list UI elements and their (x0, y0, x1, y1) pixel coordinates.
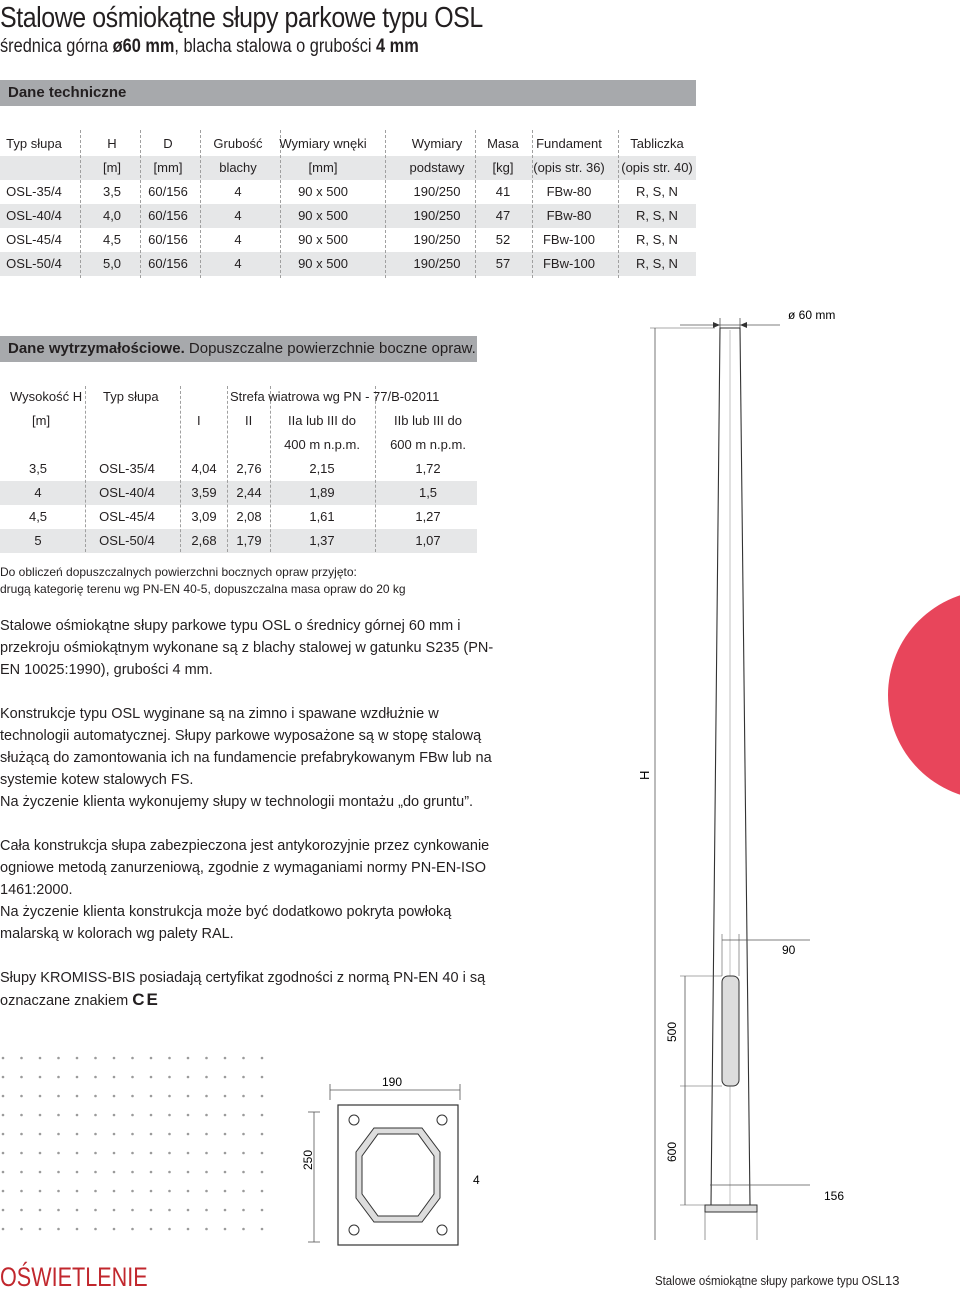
tech-subheader-cell: [kg] (492, 160, 514, 175)
grid-dot (131, 1114, 134, 1117)
strength-table-cell: OSL-40/4 (99, 485, 155, 500)
grid-dot (113, 1152, 116, 1155)
grid-dot (205, 1152, 208, 1155)
grid-dot (131, 1133, 134, 1136)
grid-dot (168, 1057, 171, 1060)
grid-dot (205, 1190, 208, 1193)
strength-bar-bold: Dane wytrzymałościowe. (8, 340, 185, 357)
grid-dot (57, 1228, 60, 1231)
grid-dot (2, 1057, 5, 1060)
tech-table-cell: 90 x 500 (298, 208, 348, 223)
grid-dot (57, 1057, 60, 1060)
grid-dot (187, 1057, 190, 1060)
strength-table-cell: 2,15 (309, 461, 335, 476)
grid-dot (76, 1190, 79, 1193)
strength-table-cell: 3,09 (191, 509, 217, 524)
grid-dot (168, 1133, 171, 1136)
dim-600-label: 600 (665, 1141, 679, 1162)
tech-table-cell: R, S, N (636, 256, 678, 271)
tech-table-cell: FBw-100 (542, 256, 596, 271)
tech-data-header-bar (0, 80, 696, 106)
grid-dot (2, 1114, 5, 1117)
grid-dot (2, 1152, 5, 1155)
grid-dot (261, 1228, 264, 1231)
grid-dot (168, 1190, 171, 1193)
strength-table-cell: 1,27 (415, 509, 441, 524)
grid-dot (2, 1133, 5, 1136)
tech-table-cell: FBw-100 (542, 232, 596, 247)
grid-dot (187, 1228, 190, 1231)
grid-dot (261, 1076, 264, 1079)
tech-table-cell: 90 x 500 (298, 256, 348, 271)
grid-dot (168, 1095, 171, 1098)
grid-dot (113, 1076, 116, 1079)
dim-90-label: 90 (782, 943, 796, 957)
grid-dot (150, 1076, 153, 1079)
grid-dot (261, 1152, 264, 1155)
strength-table-cell: 1,5 (418, 485, 438, 500)
tech-table-cell: FBw-80 (546, 184, 592, 199)
tech-table-divider (280, 130, 281, 278)
tech-table-cell: 41 (495, 184, 511, 199)
tech-table-cell: 60/156 (148, 256, 188, 271)
strength-table-divider (227, 386, 228, 552)
tech-table-cell: R, S, N (636, 232, 678, 247)
strength-table-cell: 2,44 (236, 485, 262, 500)
dot-grid-decoration (0, 1055, 282, 1255)
grid-dot (39, 1209, 42, 1212)
grid-dot (76, 1152, 79, 1155)
grid-dot (205, 1114, 208, 1117)
subtitle-diameter: ø60 mm (112, 36, 175, 57)
body-paragraph-6-text: Słupy KROMISS-BIS posiadają certyfikat zgodności z normą PN-EN 40 i są oznaczane znakiem (0, 970, 486, 1009)
grid-dot (39, 1057, 42, 1060)
dim-156-label: 156 (824, 1189, 845, 1203)
grid-dot (224, 1209, 227, 1212)
grid-dot (150, 1190, 153, 1193)
dim-190-label: 190 (382, 1075, 403, 1089)
grid-dot (113, 1171, 116, 1174)
grid-dot (205, 1095, 208, 1098)
ce-mark-icon: CE (132, 990, 160, 1009)
grid-dot (261, 1095, 264, 1098)
grid-dot (2, 1190, 5, 1193)
tech-header-cell: Wymiary (411, 136, 463, 151)
grid-dot (168, 1209, 171, 1212)
strength-note-1: Do obliczeń dopuszczalnych powierzchni bocznych opraw przyjęto: (0, 565, 357, 579)
grid-dot (187, 1114, 190, 1117)
grid-dot (20, 1076, 23, 1079)
strength-table-cell: 1,72 (415, 461, 441, 476)
page-title: Stalowe ośmiokątne słupy parkowe typu OSL (0, 2, 483, 34)
grid-dot (150, 1152, 153, 1155)
tech-table-cell: 3,5 (102, 184, 122, 199)
footer-brand: OŚWIETLENIE (0, 1262, 148, 1292)
grid-dot (261, 1171, 264, 1174)
grid-dot (20, 1152, 23, 1155)
strength-table-divider (375, 386, 376, 552)
grid-dot (131, 1152, 134, 1155)
grid-dot (39, 1133, 42, 1136)
strength-table-cell: 2,68 (191, 533, 217, 548)
strength-header-zone: Strefa wiatrowa wg PN - 77/B-02011 (230, 389, 440, 404)
grid-dot (261, 1114, 264, 1117)
dim-4-label: 4 (473, 1173, 480, 1187)
grid-dot (187, 1133, 190, 1136)
strength-table-cell: 4,5 (28, 509, 48, 524)
tech-header-cell: Fundament (536, 136, 602, 151)
grid-dot (205, 1133, 208, 1136)
grid-dot (242, 1171, 245, 1174)
grid-dot (261, 1209, 264, 1212)
grid-dot (131, 1190, 134, 1193)
grid-dot (2, 1076, 5, 1079)
grid-dot (205, 1171, 208, 1174)
grid-dot (39, 1152, 42, 1155)
grid-dot (20, 1114, 23, 1117)
grid-dot (2, 1095, 5, 1098)
grid-dot (57, 1190, 60, 1193)
tech-header-cell: Grubość (213, 136, 263, 151)
grid-dot (2, 1171, 5, 1174)
grid-dot (224, 1171, 227, 1174)
footer-doc-title: Stalowe ośmiokątne słupy parkowe typu OSL (655, 1273, 885, 1288)
grid-dot (113, 1133, 116, 1136)
grid-dot (113, 1228, 116, 1231)
grid-dot (242, 1076, 245, 1079)
tech-table-cell: OSL-40/4 (6, 208, 62, 223)
tech-table-divider (385, 130, 386, 278)
grid-dot (113, 1095, 116, 1098)
tech-table-cell: 60/156 (148, 232, 188, 247)
grid-dot (113, 1057, 116, 1060)
height-H-label: H (637, 770, 652, 780)
grid-dot (20, 1190, 23, 1193)
grid-dot (168, 1114, 171, 1117)
strength-table-cell: 3,5 (28, 461, 48, 476)
pole-drawing (610, 300, 870, 1255)
strength-table-cell: OSL-50/4 (99, 533, 155, 548)
grid-dot (57, 1076, 60, 1079)
strength-table-cell: 1,79 (236, 533, 262, 548)
grid-dot (187, 1209, 190, 1212)
strength-table-cell: 1,07 (415, 533, 441, 548)
grid-dot (131, 1171, 134, 1174)
body-paragraph-6 (0, 967, 500, 1012)
strength-header-zone-4a: IIb lub III do (394, 413, 462, 428)
subtitle-thickness: 4 mm (376, 36, 419, 57)
grid-dot (131, 1057, 134, 1060)
strength-header-zone-4b: 600 m n.p.m. (390, 437, 466, 452)
grid-dot (39, 1190, 42, 1193)
tech-table-cell: R, S, N (636, 208, 678, 223)
grid-dot (187, 1190, 190, 1193)
tech-subheader-cell: (opis str. 40) (621, 160, 693, 175)
grid-dot (94, 1133, 97, 1136)
grid-dot (242, 1228, 245, 1231)
grid-dot (224, 1095, 227, 1098)
grid-dot (20, 1228, 23, 1231)
tech-subheader-cell: podstawy (409, 160, 465, 175)
subtitle-text-2: , blacha stalowa o grubości (174, 36, 377, 57)
tech-table-cell: 57 (495, 256, 511, 271)
tech-subheader-cell: blachy (219, 160, 257, 175)
grid-dot (94, 1152, 97, 1155)
grid-dot (205, 1209, 208, 1212)
strength-header-zone-3a: IIa lub III do (288, 413, 356, 428)
grid-dot (261, 1190, 264, 1193)
grid-dot (76, 1114, 79, 1117)
strength-table-divider (180, 386, 181, 552)
grid-dot (57, 1209, 60, 1212)
page-subtitle (0, 36, 419, 58)
grid-dot (205, 1228, 208, 1231)
grid-dot (224, 1076, 227, 1079)
tech-subheader-cell: [mm] (153, 160, 183, 175)
grid-dot (187, 1152, 190, 1155)
tech-header-cell: Masa (487, 136, 519, 151)
grid-dot (224, 1114, 227, 1117)
grid-dot (76, 1209, 79, 1212)
grid-dot (205, 1057, 208, 1060)
tech-table-cell: OSL-50/4 (6, 256, 62, 271)
grid-dot (94, 1209, 97, 1212)
strength-header-zone-2: II (245, 413, 253, 428)
grid-dot (76, 1171, 79, 1174)
grid-dot (168, 1171, 171, 1174)
tech-table-cell: OSL-45/4 (6, 232, 62, 247)
grid-dot (113, 1114, 116, 1117)
grid-dot (76, 1076, 79, 1079)
strength-bar-normal: Dopuszczalne powierzchnie boczne opraw. (184, 340, 476, 357)
body-paragraph-5: Na życzenie klienta konstrukcja może być dodatkowo pokryta powłoką malarską w kolorach wg palety RAL. (0, 904, 452, 942)
grid-dot (20, 1057, 23, 1060)
grid-dot (168, 1152, 171, 1155)
tech-table-cell: 60/156 (148, 208, 188, 223)
grid-dot (2, 1228, 5, 1231)
tech-table-cell: 4 (234, 208, 242, 223)
top-diameter-label: ø 60 mm (788, 308, 836, 322)
grid-dot (150, 1209, 153, 1212)
grid-dot (39, 1076, 42, 1079)
grid-dot (224, 1190, 227, 1193)
strength-table-cell: 2,76 (236, 461, 262, 476)
grid-dot (224, 1133, 227, 1136)
tech-table-divider (618, 130, 619, 278)
grid-dot (242, 1190, 245, 1193)
tech-table-cell: 190/250 (413, 232, 461, 247)
grid-dot (187, 1076, 190, 1079)
grid-dot (57, 1171, 60, 1174)
grid-dot (76, 1057, 79, 1060)
tech-header-cell: Wymiary wnęki (279, 136, 367, 151)
body-paragraph-2: Konstrukcje typu OSL wyginane są na zimno i spawane wzdłużnie w technologii automatycznej. Słupy parkowe wyposażone są w stopę stalową służącą do zamontowania ich na fundamencie prefabrykowanym FBw lub na systemie kotew stalowych FS. (0, 706, 492, 788)
strength-header-type: Typ słupa (103, 389, 159, 404)
base-plate-drawing (290, 1070, 490, 1270)
grid-dot (242, 1095, 245, 1098)
tech-table-cell: 4 (234, 184, 242, 199)
strength-table-cell: 4 (34, 485, 42, 500)
strength-table-cell: 1,37 (309, 533, 335, 548)
grid-dot (261, 1133, 264, 1136)
tech-table-cell: 4 (234, 256, 242, 271)
grid-dot (94, 1076, 97, 1079)
dim-250-label: 250 (301, 1149, 315, 1170)
grid-dot (94, 1228, 97, 1231)
grid-dot (242, 1057, 245, 1060)
grid-dot (131, 1095, 134, 1098)
tech-table-divider (532, 130, 533, 278)
grid-dot (168, 1228, 171, 1231)
grid-dot (242, 1114, 245, 1117)
grid-dot (150, 1228, 153, 1231)
grid-dot (57, 1152, 60, 1155)
strength-table-cell: OSL-45/4 (99, 509, 155, 524)
tech-table-cell: OSL-35/4 (6, 184, 62, 199)
grid-dot (57, 1114, 60, 1117)
tech-table-divider (140, 130, 141, 278)
tech-subheader-cell: (opis str. 36) (533, 160, 605, 175)
tech-data-bar-label: Dane techniczne (8, 84, 127, 101)
grid-dot (94, 1190, 97, 1193)
grid-dot (242, 1133, 245, 1136)
grid-dot (94, 1171, 97, 1174)
grid-dot (150, 1133, 153, 1136)
strength-table-cell: 4,04 (191, 461, 217, 476)
body-paragraph-3: Na życzenie klienta wykonujemy słupy w technologii montażu „do gruntu”. (0, 794, 474, 810)
tech-table-cell: 90 x 500 (298, 184, 348, 199)
grid-dot (57, 1095, 60, 1098)
grid-dot (94, 1114, 97, 1117)
tech-header-cell: H (107, 136, 117, 151)
grid-dot (113, 1190, 116, 1193)
grid-dot (150, 1095, 153, 1098)
tech-header-cell: Tabliczka (630, 136, 684, 151)
grid-dot (76, 1133, 79, 1136)
grid-dot (242, 1152, 245, 1155)
grid-dot (94, 1057, 97, 1060)
grid-dot (187, 1095, 190, 1098)
tech-table-cell: 60/156 (148, 184, 188, 199)
strength-table-cell: 1,61 (309, 509, 335, 524)
grid-dot (39, 1095, 42, 1098)
tech-table-cell: 47 (495, 208, 511, 223)
footer-page-number: 13 (885, 1273, 900, 1288)
strength-table-divider (270, 386, 271, 552)
tech-table-cell: R, S, N (636, 184, 678, 199)
strength-header-zone-1: I (197, 413, 201, 428)
strength-table-divider (85, 386, 86, 552)
grid-dot (39, 1114, 42, 1117)
tech-subheader-cell: [mm] (308, 160, 338, 175)
tech-header-cell: Typ słupa (6, 136, 62, 151)
tech-table-cell: 52 (495, 232, 511, 247)
dim-500-label: 500 (665, 1021, 679, 1042)
tech-table-cell: 190/250 (413, 256, 461, 271)
tech-table-cell: 190/250 (413, 184, 461, 199)
strength-table-cell: OSL-35/4 (99, 461, 155, 476)
tech-table-cell: 4,5 (102, 232, 122, 247)
tech-table-cell: 4 (234, 232, 242, 247)
grid-dot (150, 1057, 153, 1060)
tech-table-divider (200, 130, 201, 278)
grid-dot (113, 1209, 116, 1212)
grid-dot (39, 1171, 42, 1174)
grid-dot (131, 1076, 134, 1079)
grid-dot (131, 1209, 134, 1212)
grid-dot (261, 1057, 264, 1060)
grid-dot (168, 1076, 171, 1079)
strength-table-cell: 2,08 (236, 509, 262, 524)
strength-table-cell: 1,89 (309, 485, 335, 500)
grid-dot (224, 1228, 227, 1231)
strength-header-zone-3b: 400 m n.p.m. (284, 437, 360, 452)
tech-table-cell: 5,0 (102, 256, 122, 271)
grid-dot (39, 1228, 42, 1231)
grid-dot (76, 1228, 79, 1231)
grid-dot (150, 1171, 153, 1174)
grid-dot (150, 1114, 153, 1117)
grid-dot (205, 1076, 208, 1079)
strength-header-height: Wysokość H (10, 389, 83, 404)
grid-dot (20, 1133, 23, 1136)
grid-dot (76, 1095, 79, 1098)
grid-dot (224, 1152, 227, 1155)
grid-dot (131, 1228, 134, 1231)
tech-header-cell: D (163, 136, 173, 151)
tech-table-divider (80, 130, 81, 278)
grid-dot (20, 1171, 23, 1174)
strength-note-2: drugą kategorię terenu wg PN-EN 40-5, dopuszczalna masa opraw do 20 kg (0, 582, 406, 596)
grid-dot (20, 1095, 23, 1098)
tech-table-cell: 4,0 (102, 208, 122, 223)
tech-table-cell: 190/250 (413, 208, 461, 223)
tech-subheader-cell: [m] (102, 160, 122, 175)
tech-table-cell: 90 x 500 (298, 232, 348, 247)
grid-dot (94, 1095, 97, 1098)
tech-table-cell: FBw-80 (546, 208, 592, 223)
body-paragraph-1: Stalowe ośmiokątne słupy parkowe typu OSL o średnicy górnej 60 mm i przekroju ośmiokątnym wykonane są z blachy stalowej w gatunku S235 (PN-EN 10025:1990), grubości 4 mm. (0, 618, 494, 678)
grid-dot (242, 1209, 245, 1212)
tech-table-divider (475, 130, 476, 278)
strength-table-cell: 3,59 (191, 485, 217, 500)
strength-data-header-bar (0, 336, 477, 362)
grid-dot (20, 1209, 23, 1212)
strength-header-unit: [m] (32, 413, 51, 428)
grid-dot (2, 1209, 5, 1212)
subtitle-text: średnica górna (0, 36, 113, 57)
body-paragraph-4: Cała konstrukcja słupa zabezpieczona jest antykorozyjnie przez cynkowanie ogniowe metodą zanurzeniową, zgodnie z wymaganiami normy PN-EN-ISO 1461:2000. (0, 838, 490, 898)
grid-dot (187, 1171, 190, 1174)
decorative-red-circle (888, 590, 960, 800)
grid-dot (224, 1057, 227, 1060)
strength-table-cell: 5 (34, 533, 42, 548)
grid-dot (57, 1133, 60, 1136)
